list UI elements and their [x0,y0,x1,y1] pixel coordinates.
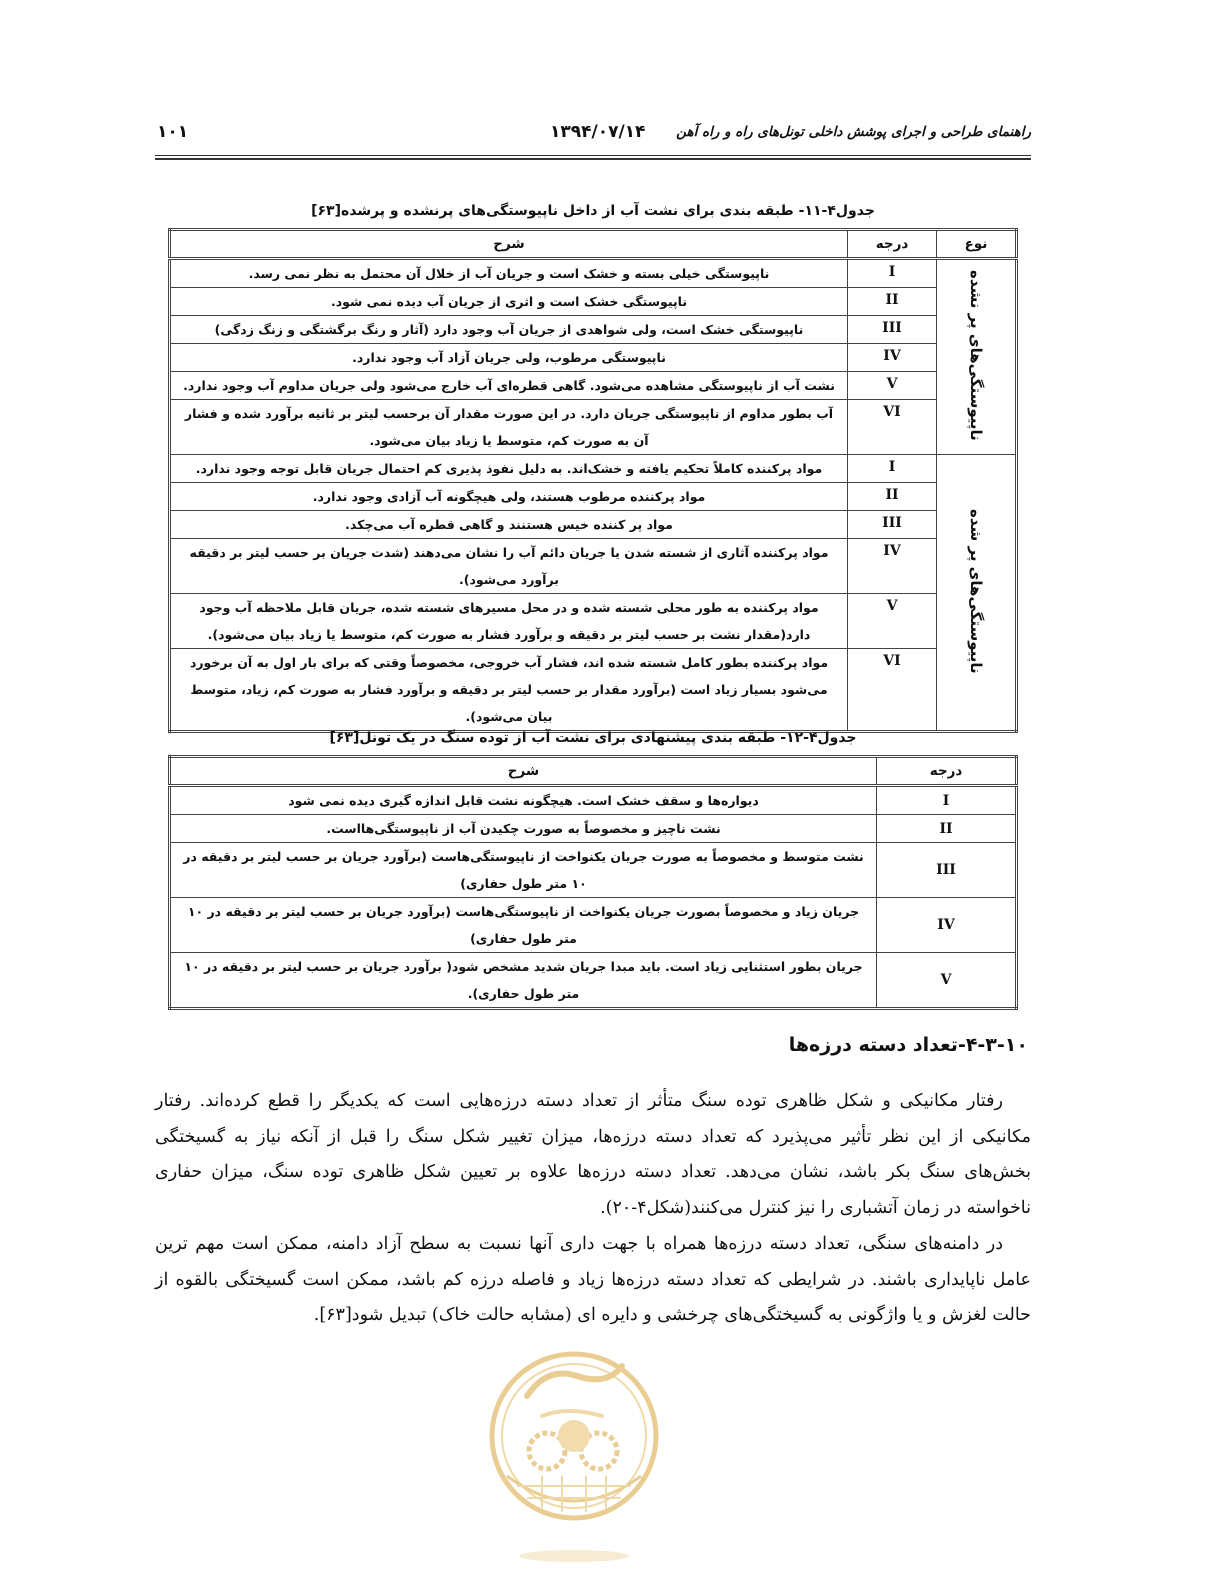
paragraph-1: رفتار مکانیکی و شکل ظاهری توده سنگ متأثر از تعداد دسته درزه‌هایی است که یکدیگر را قطع کرده‌اند. رفتار مکانیکی از این نظر تأثیر می‌پذیرد که تعداد دسته درزه‌ها، میزان تغییر شکل سنگ را قبل از آنکه نیاز به گسیختگی بخش‌های سنگ بکر باشد، نشان می‌دهد. تعداد دسته درزه‌ها علاوه بر تعیین شکل ظاهری توده سنگ، میزان حفاری ناخواسته در زمان آتشباری را نیز کنترل می‌کنند(شکل۴-۲۰). [155,1091,1031,1218]
seal-logo-icon [487,1336,662,1566]
table2-grade-cell: I [877,786,1017,815]
table1-header-type: نوع [937,230,1017,259]
table1-desc-cell: مواد پرکننده بطور کامل شسته شده اند، فشار آب خروجی، مخصوصاً وقتی که برای بار اول به آن برخورد می‌شود بسیار زیاد است (برآورد مقدار بر حسب لیتر بر دقیقه و برآورد فشار به صورت کم، زیاد، متوسط بیان می‌شود). [170,649,848,732]
table1-grade-cell: II [848,483,937,511]
table1-grade-cell: III [848,316,937,344]
table1-desc-cell: ناپیوستگی مرطوب، ولی جریان آزاد آب وجود ندارد. [170,344,848,372]
table1 [168,228,1018,733]
table1-row [170,316,1017,344]
table2-header-grade: درجه [877,757,1017,786]
page-number: ۱۰۱ [157,122,189,142]
table1-row [170,288,1017,316]
table2-desc-cell: جریان زیاد و مخصوصاً بصورت جریان یکنواخت از ناپیوستگی‌هاست (برآورد جریان بر حسب لیتر بر دقیقه در ۱۰ متر طول حفاری) [170,898,877,953]
table1-type-label: ناپیوستگی‌های پر نشده [967,270,985,441]
table1-row [170,594,1017,649]
table2-desc-cell: دیواره‌ها و سقف خشک است. هیچگونه نشت قابل اندازه گیری دیده نمی شود [170,786,877,815]
table1-row [170,455,1017,483]
table1-grade-cell: V [848,372,937,400]
table2-desc-cell: جریان بطور استثنایی زیاد است. باید مبدا جریان شدید مشخص شود( برآورد جریان بر حسب لیتر بر دقیقه در ۱۰ متر طول حفاری). [170,953,877,1009]
table2-row [170,815,1017,843]
table1-header-desc: شرح [170,230,848,259]
table2-grade-cell: III [877,843,1017,898]
table1-desc-cell: ناپیوستگی خیلی بسته و خشک است و جریان آب از خلال آن محتمل به نظر نمی رسد. [170,259,848,288]
table1-row [170,539,1017,594]
table2-header-row [170,757,1017,786]
table1-grade-cell: III [848,511,937,539]
table2-grade-cell: II [877,815,1017,843]
table1-header-row [170,230,1017,259]
table1-grade-cell: IV [848,539,937,594]
header-rule-thick [155,158,1031,160]
table2-desc-cell: نشت متوسط و مخصوصاً به صورت جریان یکنواخت از ناپیوستگی‌هاست (برآورد جریان بر حسب لیتر بر دقیقه در ۱۰ متر طول حفاری) [170,843,877,898]
table1-desc-cell: مواد پرکننده مرطوب هستند، ولی هیچگونه آب آزادی وجود ندارد. [170,483,848,511]
table2-row [170,786,1017,815]
paragraph-2: در دامنه‌های سنگی، تعداد دسته درزه‌ها همراه با جهت داری آنها نسبت به سطح آزاد دامنه، ممکن است مهم ترین عامل ناپایداری باشند. در شرایطی که تعداد دسته درزه‌ها زیاد و فاصله درزه کم باشد، ممکن است گسیختگی بالقوه از حالت لغزش و یا واژگونی به گسیختگی‌های چرخشی و دایره ای (مشابه حالت خاک) تبدیل شود[۶۳]. [155,1234,1031,1325]
table1-caption: جدول۴-۱۱- طبقه بندی برای نشت آب از داخل ناپیوستگی‌های پرنشده و پرشده[۶۳] [311,203,875,219]
table1-row [170,649,1017,732]
page-header [155,118,1031,156]
table2-grade-cell: V [877,953,1017,1009]
table2-row [170,898,1017,953]
table1-row [170,344,1017,372]
table1-row [170,259,1017,288]
table2-grade-cell: IV [877,898,1017,953]
table1-desc-cell: ناپیوستگی خشک است و اثری از جریان آب دیده نمی شود. [170,288,848,316]
header-rule [155,155,1031,156]
table1-grade-cell: VI [848,400,937,455]
table1-row [170,483,1017,511]
table1-header-grade: درجه [848,230,937,259]
table2 [168,755,1018,1010]
table1-grade-cell: II [848,288,937,316]
table1-grade-cell: I [848,259,937,288]
table1-row [170,372,1017,400]
table1-desc-cell: مواد پرکننده به طور محلی شسته شده و در محل مسیرهای شسته شده، جریان قابل ملاحظه آب وجود دارد(مقدار نشت بر حسب لیتر بر دقیقه و برآورد فشار به صورت کم، متوسط یا زیاد بیان می‌شود). [170,594,848,649]
table2-row [170,953,1017,1009]
table2-header-desc: شرح [170,757,877,786]
table1-desc-cell: مواد پر کننده خیس هستنند و گاهی قطره آب می‌چکد. [170,511,848,539]
table1-grade-cell: V [848,594,937,649]
table1-desc-cell: مواد پرکننده آثاری از شسته شدن یا جریان دائم آب را نشان می‌دهند (شدت جریان بر حسب لیتر بر دقیقه برآورد می‌شود). [170,539,848,594]
table1-row [170,511,1017,539]
table1-type-label: ناپیوستگی‌های پر شده [967,508,985,674]
book-title: راهنمای طراحی و اجرای پوشش داخلی تونل‌های راه و راه آهن [676,124,1031,140]
table2-row [170,843,1017,898]
table2-caption: جدول۴-۱۲- طبقه بندی پیشنهادی برای نشت آب از توده سنگ در یک تونل[۶۳] [329,730,857,746]
table1-grade-cell: I [848,455,937,483]
table1-desc-cell: نشت آب از ناپیوستگی مشاهده می‌شود. گاهی قطره‌ای آب خارج می‌شود ولی جریان مداوم آب وجود ندارد. [170,372,848,400]
header-date: ۱۳۹۴/۰۷/۱۴ [550,122,646,142]
section-heading: ۴-۳-۱۰-تعداد دسته درزه‌ها [788,1034,1028,1056]
table1-type-cell [937,455,1017,732]
table1-type-cell [937,259,1017,455]
table1-grade-cell: IV [848,344,937,372]
table2-desc-cell: نشت ناچیز و مخصوصاً به صورت چکیدن آب از ناپیوستگی‌هااست. [170,815,877,843]
table1-grade-cell: VI [848,649,937,732]
table1-desc-cell: آب بطور مداوم از ناپیوستگی جریان دارد. در این صورت مقدار آن برحسب لیتر بر ثانیه برآورد شده و فشار آن به صورت کم، متوسط یا زیاد بیان می‌شود. [170,400,848,455]
table1-desc-cell: ناپیوستگی خشک است، ولی شواهدی از جریان آب وجود دارد (آثار و رنگ برگشتگی و زنگ زدگی) [170,316,848,344]
table1-row [170,400,1017,455]
table1-desc-cell: مواد پرکننده کاملاً تحکیم یافته و خشک‌اند. به دلیل نفوذ پذیری کم احتمال جریان قابل توجه وجود ندارد. [170,455,848,483]
